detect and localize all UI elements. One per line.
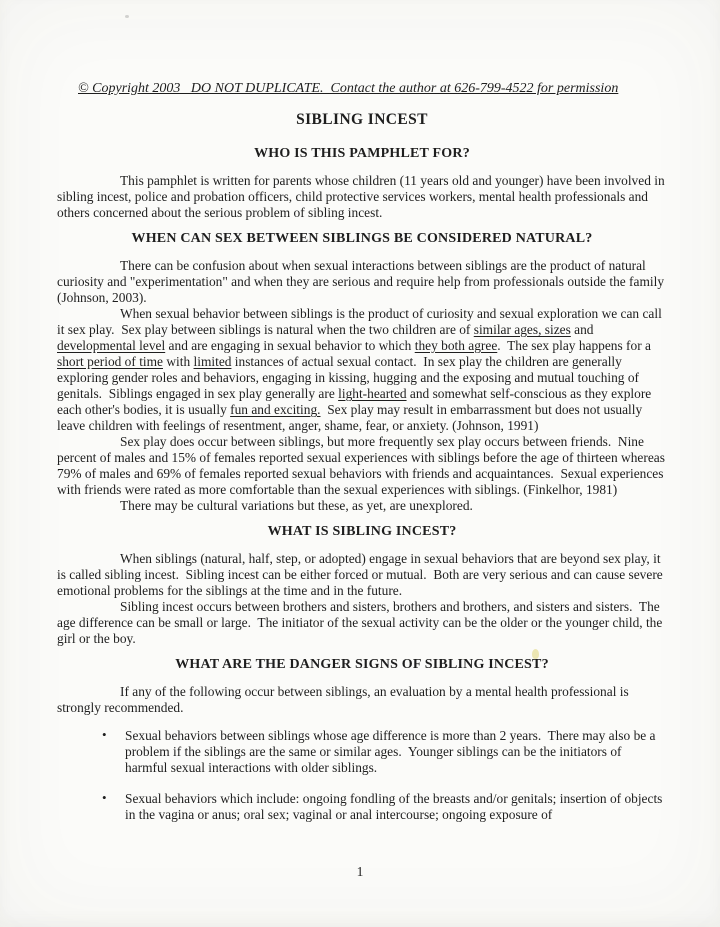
section-heading-when-natural: WHEN CAN SEX BETWEEN SIBLINGS BE CONSIDERED NATURAL? [131, 231, 593, 246]
list-item-age-difference [57, 728, 667, 776]
paragraph-incest-occurrence: Sibling incest occurs between brothers and sisters, brothers and brothers, and sisters and sisters. The age difference can be small or large. The initiator of the sexual activity can be the older or the younger child, the girl or the boy. [57, 599, 666, 646]
paragraph-incest-definition: When siblings (natural, half, step, or adopted) engage in sexual behaviors that are beyond sex play, it is called sibling incest. Sibling incest can be either forced or mutual. Both are very serious and can cause severe emotional problems for the siblings at the time and in the future. [57, 551, 667, 598]
paragraph-finkelhor-statistics: Sex play does occur between siblings, but more frequently sex play occurs between friends. Nine percent of males and 15% of females reported sexual experiences with siblings before the age of thirteen whereas 79% of males and 69% of females reported sexual behaviors with friends and acquaintances. Sexual experiences with friends were rated as more comfortable than the sexual experiences with siblings. (Finkelhor, 1981) [57, 434, 669, 497]
page-number: 1 [356, 864, 364, 879]
paragraph-confusion: There can be confusion about when sexual interactions between siblings are the product of natural curiosity and "experimentation" and when they are serious and require help from professionals outside the family (Johnson, 2003). [57, 258, 668, 305]
list-item-text: Sexual behaviors which include: ongoing fondling of the breasts and/or genitals; insertion of objects in the vagina or anus; oral sex; vaginal or anal intercourse; ongoing exposure of [125, 791, 666, 822]
scan-speck [125, 15, 129, 18]
document-title: SIBLING INCEST [296, 111, 428, 128]
danger-signs-list [57, 728, 667, 823]
copyright-notice: © Copyright 2003 DO NOT DUPLICATE. Contact the author at 626-799-4522 for permission [78, 81, 619, 96]
paragraph-sex-play-definition: When sexual behavior between siblings is the product of curiosity and sexual exploration we can call it sex play. Sex play between siblings is natural when the two children are of similar ages, sizes and developmental level and are engaging in sexual behavior to which they both agree. The sex play happens for a short period of time with limited instances of actual sexual contact. In sex play the children are generally exploring gender roles and behaviors, engaging in kissing, hugging and the exposing and mutual touching of genitals. Siblings engaged in sex play generally are light-hearted and somewhat self-conscious as they explore each other's bodies, it is usually fun and exciting. Sex play may result in embarrassment but does not usually leave children with feelings of resentment, anger, shame, fear, or anxiety. (Johnson, 1991) [57, 306, 666, 433]
paragraph-cultural-variations: There may be cultural variations but these, as yet, are unexplored. [120, 498, 473, 513]
list-item-sexual-behaviors [57, 791, 667, 823]
bullet-marker: • [102, 790, 107, 805]
section-heading-danger-signs: WHAT ARE THE DANGER SIGNS OF SIBLING INCEST? [175, 657, 549, 672]
section-heading-who-is-this-pamphlet-for: WHO IS THIS PAMPHLET FOR? [254, 146, 470, 161]
list-item-text: Sexual behaviors between siblings whose age difference is more than 2 years. There may also be a problem if the siblings are the same or similar ages. Younger siblings can be the initiators of harmful sexual interactions with older siblings. [125, 728, 659, 775]
document-content [57, 80, 667, 838]
bullet-marker: • [102, 727, 107, 742]
section-heading-what-is-sibling-incest: WHAT IS SIBLING INCEST? [267, 524, 457, 539]
paragraph-evaluation-recommended: If any of the following occur between siblings, an evaluation by a mental health professional is strongly recommended. [57, 684, 633, 715]
paragraph-pamphlet-audience: This pamphlet is written for parents whose children (11 years old and younger) have been involved in sibling incest, police and probation officers, child protective services workers, mental health professionals and others concerned about the serious problem of sibling incest. [57, 173, 669, 220]
